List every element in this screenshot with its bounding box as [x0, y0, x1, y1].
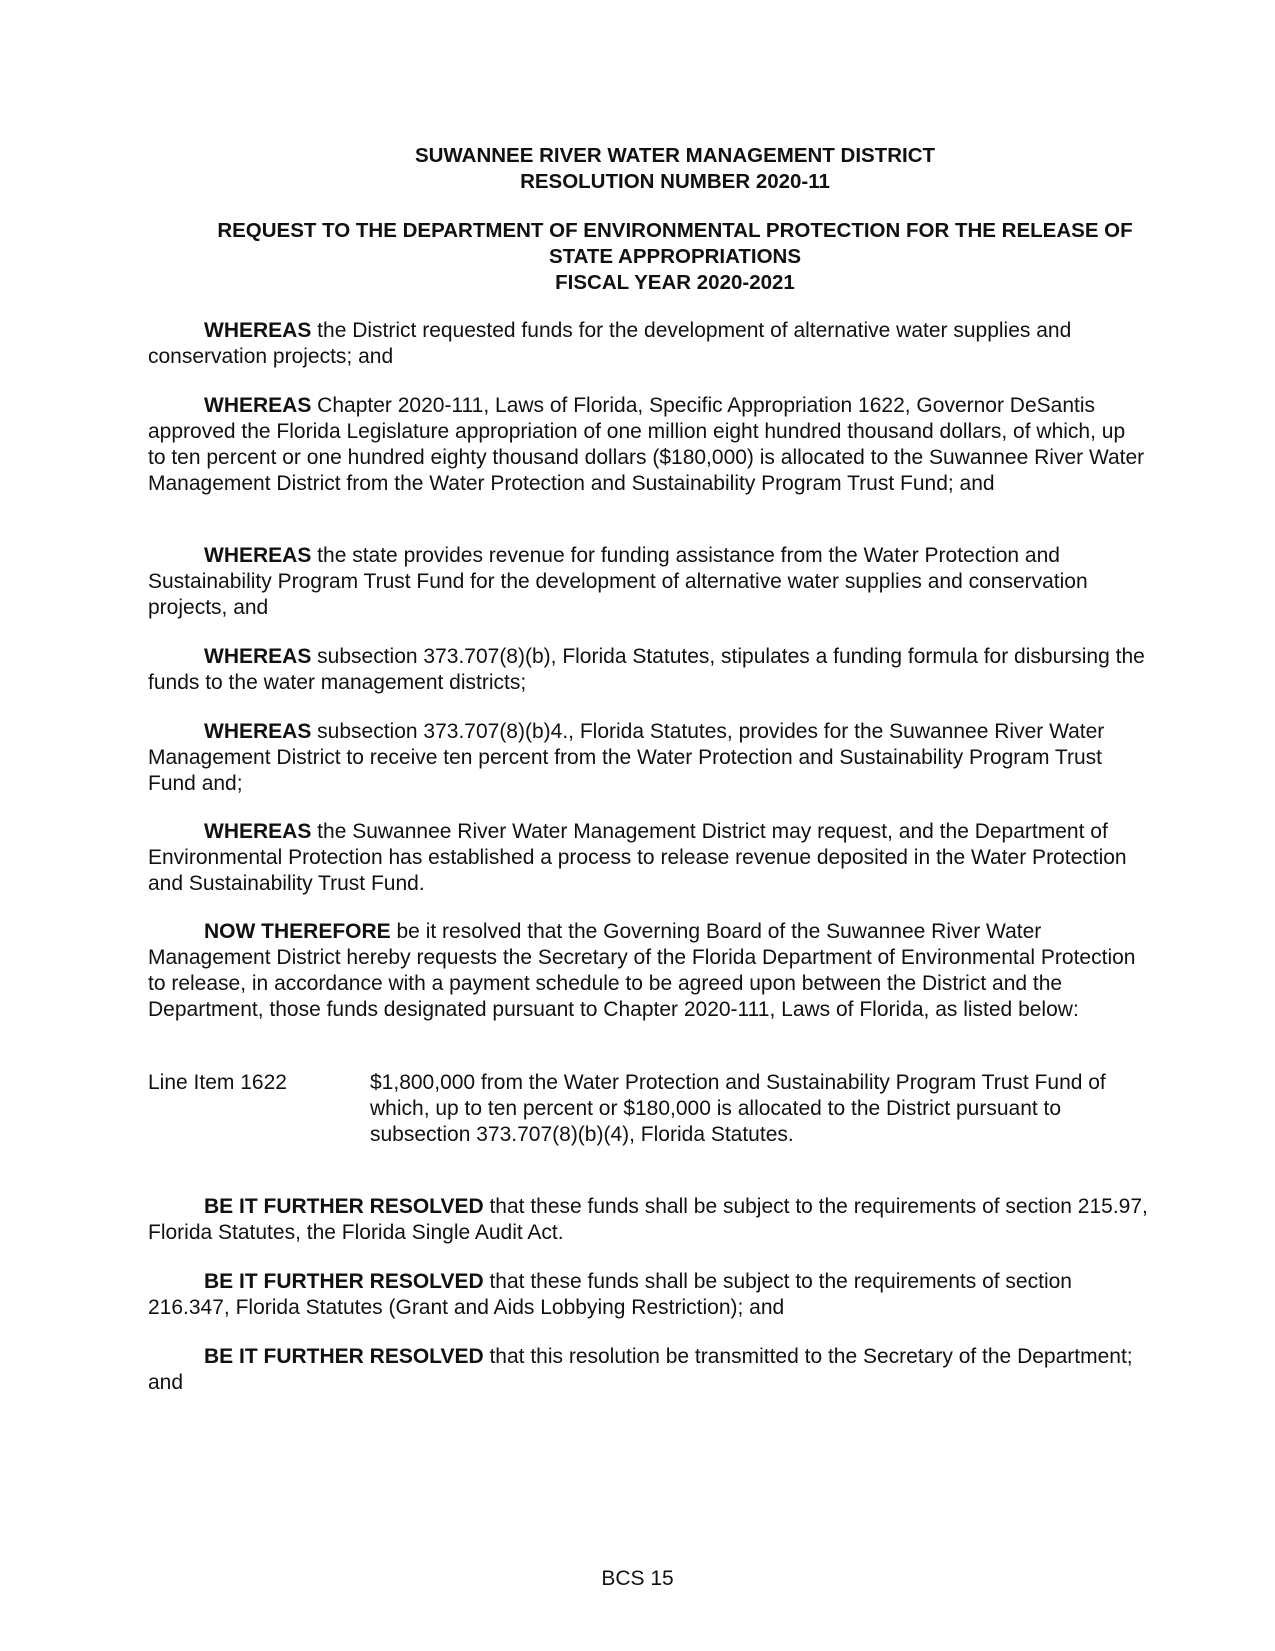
further-resolved-paragraph-3	[148, 1344, 1148, 1396]
paragraph-lead: WHEREAS	[204, 645, 312, 668]
resolution-subject	[130, 218, 1220, 296]
whereas-paragraph-2	[148, 393, 1148, 497]
paragraph-text: that these funds shall be subject to the requirements of section 216.347, Florida Statutes (Grant and Aids Lobbying Restriction); and	[148, 1270, 1072, 1319]
whereas-paragraph-3	[148, 543, 1148, 621]
resolution-number: RESOLUTION NUMBER 2020-11	[520, 170, 830, 193]
subject-line-3: FISCAL YEAR 2020-2021	[555, 271, 795, 294]
paragraph-text: subsection 373.707(8)(b), Florida Statutes, stipulates a funding formula for disbursing the funds to the water management districts;	[148, 645, 1145, 694]
paragraph-text: the District requested funds for the development of alternative water supplies and conservation projects; and	[148, 319, 1072, 368]
paragraph-lead: NOW THEREFORE	[204, 920, 391, 943]
subject-line-2: STATE APPROPRIATIONS	[548, 245, 802, 268]
further-resolved-paragraph-1	[148, 1194, 1148, 1246]
whereas-paragraph-6	[148, 819, 1148, 897]
paragraph-lead: WHEREAS	[204, 720, 312, 743]
line-item-description: $1,800,000 from the Water Protection and Sustainability Program Trust Fund of which, up to ten percent or $180,000 is allocated to the District pursuant to subsection 373.707(8)(b)(4), Florida Statutes.	[370, 1071, 1106, 1146]
whereas-paragraph-5	[148, 719, 1148, 797]
paragraph-lead: WHEREAS	[204, 394, 312, 417]
paragraph-text: the Suwannee River Water Management District may request, and the Department of Environmental Protection has established a process to release revenue deposited in the Water Protection and Sustainability Trust Fund.	[148, 820, 1127, 895]
paragraph-text: that this resolution be transmitted to the Secretary of the Department; and	[148, 1345, 1133, 1394]
paragraph-text: be it resolved that the Governing Board of the Suwannee River Water Management District hereby requests the Secretary of the Florida Department of Environmental Protection to release, in accordance with a payment schedule to be agreed upon between the District and the Department, those funds designated pursuant to Chapter 2020-111, Laws of Florida, as listed below:	[148, 920, 1136, 1021]
paragraph-lead: WHEREAS	[204, 544, 312, 567]
paragraph-lead: WHEREAS	[204, 319, 312, 342]
paragraph-text: that these funds shall be subject to the requirements of section 215.97, Florida Statutes, the Florida Single Audit Act.	[148, 1195, 1148, 1244]
paragraph-lead: BE IT FURTHER RESOLVED	[204, 1345, 484, 1368]
page-number: BCS 15	[601, 1567, 674, 1590]
whereas-paragraph-4	[148, 644, 1148, 696]
paragraph-lead: BE IT FURTHER RESOLVED	[204, 1270, 484, 1293]
subject-line-1: REQUEST TO THE DEPARTMENT OF ENVIRONMENTAL PROTECTION FOR THE RELEASE OF	[217, 219, 1133, 242]
paragraph-text: the state provides revenue for funding assistance from the Water Protection and Sustainability Program Trust Fund for the development of alternative water supplies and conservation projects, and	[148, 544, 1088, 619]
paragraph-lead: WHEREAS	[204, 820, 312, 843]
paragraph-text: subsection 373.707(8)(b)4., Florida Statutes, provides for the Suwannee River Water Management District to receive ten percent from the Water Protection and Sustainability Program Trust Fund and;	[148, 720, 1105, 795]
now-therefore-paragraph	[148, 919, 1148, 1023]
further-resolved-paragraph-2	[148, 1269, 1148, 1321]
whereas-paragraph-1	[148, 318, 1148, 370]
line-item-label: Line Item 1622	[148, 1071, 287, 1094]
paragraph-text: Chapter 2020-111, Laws of Florida, Specific Appropriation 1622, Governor DeSantis approved the Florida Legislature appropriation of one million eight hundred thousand dollars, of which, up to ten percent or one hundred eighty thousand dollars ($180,000) is allocated to the Suwannee River Water Management District from the Water Protection and Sustainability Program Trust Fund; and	[148, 394, 1145, 495]
document-header	[150, 143, 1200, 195]
paragraph-lead: BE IT FURTHER RESOLVED	[204, 1195, 484, 1218]
district-name: SUWANNEE RIVER WATER MANAGEMENT DISTRICT	[414, 144, 936, 167]
